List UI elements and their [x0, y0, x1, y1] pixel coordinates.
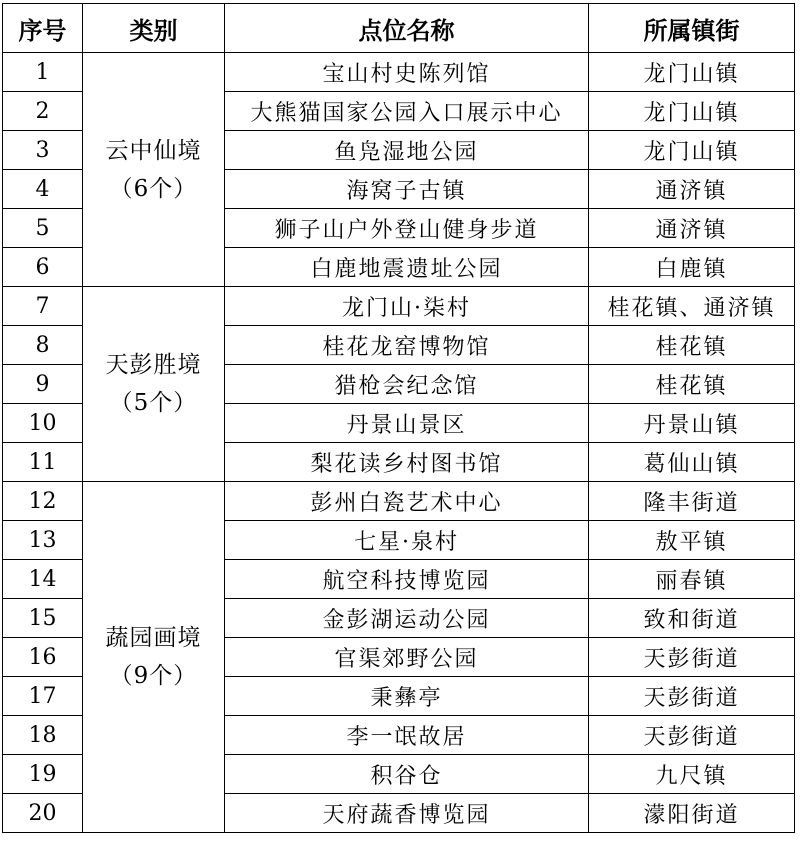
- place-name: 彭州白瓷艺术中心: [225, 482, 589, 521]
- header-town: 所属镇街: [589, 4, 795, 53]
- row-number: 2: [3, 92, 83, 131]
- town-name: 敖平镇: [589, 521, 795, 560]
- category-cell: [83, 482, 225, 833]
- place-name: 宝山村史陈列馆: [225, 53, 589, 92]
- town-name: 桂花镇: [589, 365, 795, 404]
- place-name: 龙门山·柒村: [225, 287, 589, 326]
- place-name: 海窝子古镇: [225, 170, 589, 209]
- place-name: 桂花龙窑博物馆: [225, 326, 589, 365]
- category-count: （9个）: [109, 663, 198, 689]
- place-name: 李一氓故居: [225, 716, 589, 755]
- table-header-row: [3, 4, 795, 53]
- scenic-spots-table: [2, 3, 795, 833]
- table-row: [3, 287, 795, 326]
- place-name: 金彭湖运动公园: [225, 599, 589, 638]
- row-number: 14: [3, 560, 83, 599]
- table-row: [3, 53, 795, 92]
- town-name: 桂花镇、通济镇: [589, 287, 795, 326]
- category-cell: [83, 53, 225, 287]
- category-name: 蔬园画境: [105, 625, 202, 651]
- row-number: 5: [3, 209, 83, 248]
- row-number: 8: [3, 326, 83, 365]
- town-name: 丹景山镇: [589, 404, 795, 443]
- town-name: 隆丰街道: [589, 482, 795, 521]
- place-name: 大熊猫国家公园入口展示中心: [225, 92, 589, 131]
- place-name: 官渠郊野公园: [225, 638, 589, 677]
- town-name: 天彭街道: [589, 677, 795, 716]
- row-number: 6: [3, 248, 83, 287]
- town-name: 通济镇: [589, 170, 795, 209]
- town-name: 龙门山镇: [589, 131, 795, 170]
- row-number: 17: [3, 677, 83, 716]
- town-name: 致和街道: [589, 599, 795, 638]
- town-name: 天彭街道: [589, 716, 795, 755]
- row-number: 15: [3, 599, 83, 638]
- place-name: 鱼凫湿地公园: [225, 131, 589, 170]
- town-name: 丽春镇: [589, 560, 795, 599]
- place-name: 丹景山景区: [225, 404, 589, 443]
- row-number: 16: [3, 638, 83, 677]
- town-name: 天彭街道: [589, 638, 795, 677]
- place-name: 猎枪会纪念馆: [225, 365, 589, 404]
- row-number: 13: [3, 521, 83, 560]
- town-name: 白鹿镇: [589, 248, 795, 287]
- table-row: [3, 482, 795, 521]
- row-number: 7: [3, 287, 83, 326]
- place-name: 秉彝亭: [225, 677, 589, 716]
- row-number: 1: [3, 53, 83, 92]
- town-name: 龙门山镇: [589, 53, 795, 92]
- place-name: 七星·泉村: [225, 521, 589, 560]
- header-place-name: 点位名称: [225, 4, 589, 53]
- town-name: 葛仙山镇: [589, 443, 795, 482]
- place-name: 天府蔬香博览园: [225, 794, 589, 833]
- row-number: 10: [3, 404, 83, 443]
- row-number: 3: [3, 131, 83, 170]
- category-name: 天彭胜境: [105, 352, 202, 378]
- town-name: 九尺镇: [589, 755, 795, 794]
- town-name: 桂花镇: [589, 326, 795, 365]
- row-number: 19: [3, 755, 83, 794]
- category-count: （5个）: [109, 390, 198, 416]
- category-cell: [83, 287, 225, 482]
- place-name: 梨花读乡村图书馆: [225, 443, 589, 482]
- place-name: 积谷仓: [225, 755, 589, 794]
- place-name: 航空科技博览园: [225, 560, 589, 599]
- row-number: 12: [3, 482, 83, 521]
- place-name: 白鹿地震遗址公园: [225, 248, 589, 287]
- town-name: 龙门山镇: [589, 92, 795, 131]
- header-index: 序号: [3, 4, 83, 53]
- town-name: 濛阳街道: [589, 794, 795, 833]
- row-number: 20: [3, 794, 83, 833]
- row-number: 18: [3, 716, 83, 755]
- row-number: 4: [3, 170, 83, 209]
- town-name: 通济镇: [589, 209, 795, 248]
- place-name: 狮子山户外登山健身步道: [225, 209, 589, 248]
- row-number: 9: [3, 365, 83, 404]
- header-category: 类别: [83, 4, 225, 53]
- row-number: 11: [3, 443, 83, 482]
- category-count: （6个）: [109, 175, 198, 202]
- category-name: 云中仙境: [105, 137, 202, 164]
